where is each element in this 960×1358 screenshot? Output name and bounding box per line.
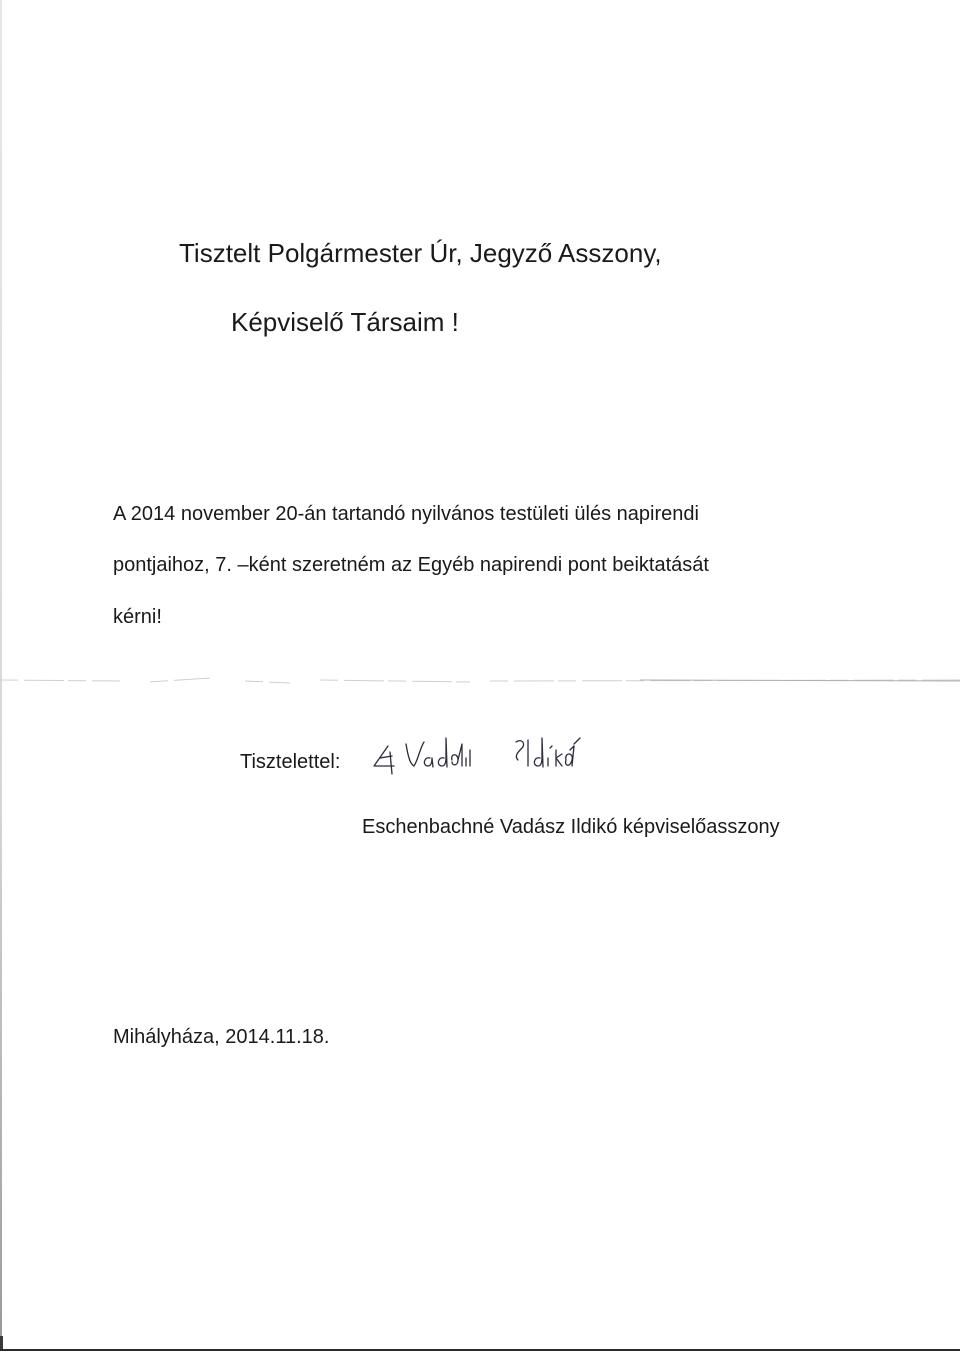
body-line-2: pontjaihoz, 7. –ként szeretném az Egyéb napirendi pont beiktatását [113,554,709,576]
handwritten-signature [366,726,666,786]
closing-label: Tisztelettel: [240,751,341,773]
fold-crease-line [0,671,960,687]
signature-row [240,726,720,786]
scan-corner-mark [0,1336,3,1350]
greeting-line-1: Tisztelt Polgármester Úr, Jegyző Asszony, [179,238,662,268]
scan-edge-bottom [0,1349,960,1351]
place-and-date: Mihályháza, 2014.11.18. [113,1026,330,1048]
body-line-3: kérni! [113,606,162,628]
signer-name: Eschenbachné Vadász Ildikó képviselőasszony [362,816,780,838]
body-line-1: A 2014 november 20-án tartandó nyilvános testületi ülés napirendi [113,503,699,525]
scan-edge-left [0,0,2,1340]
greeting-line-2: Képviselő Társaim ! [231,307,459,337]
